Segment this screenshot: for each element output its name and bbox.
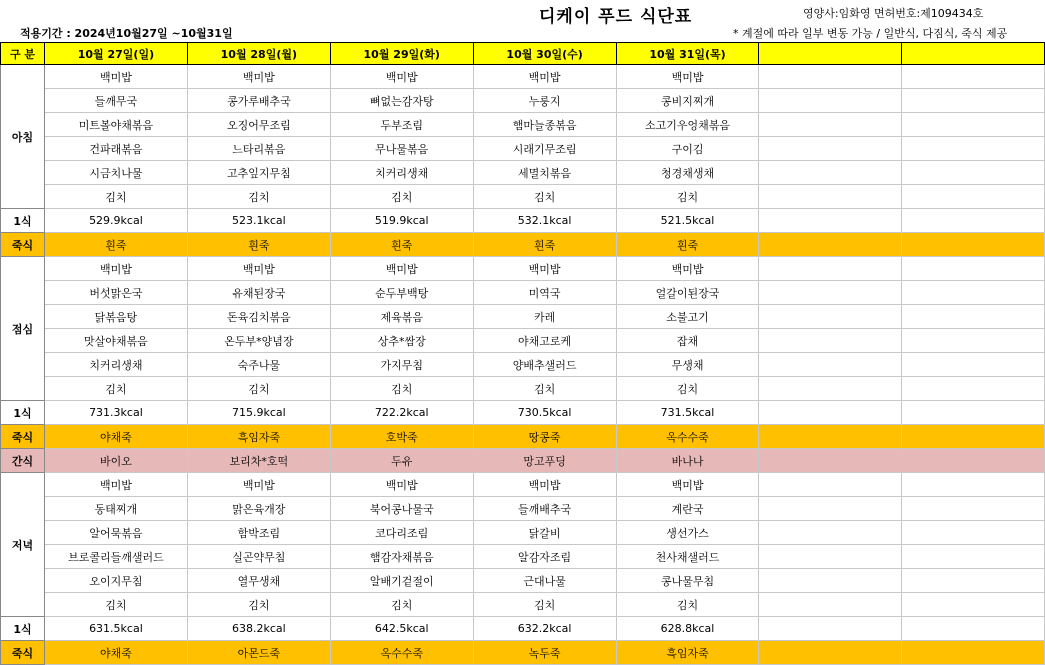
menu-cell: 브로콜리들깨샐러드 [44,545,187,569]
dinner-row [1,473,1045,497]
empty-cell [902,521,1045,545]
menu-cell: 소고기우엉채볶음 [616,113,759,137]
dinner-row [1,545,1045,569]
porridge-cell: 옥수수죽 [330,641,473,665]
kcal-cell: 631.5kcal [44,617,187,641]
kcal-label: 1식 [1,401,45,425]
menu-cell: 버섯맑은국 [44,281,187,305]
menu-cell: 백미밥 [330,65,473,89]
menu-cell: 오이지무침 [44,569,187,593]
empty-cell [902,281,1045,305]
snack-label: 간식 [1,449,45,473]
empty-cell [759,593,902,617]
menu-cell: 치커리생채 [330,161,473,185]
empty-cell [759,329,902,353]
menu-cell: 구이김 [616,137,759,161]
menu-cell: 코다리조림 [330,521,473,545]
menu-cell: 김치 [616,593,759,617]
menu-cell: 순두부백탕 [330,281,473,305]
breakfast-porridge-row [1,233,1045,257]
menu-cell: 콩비지찌개 [616,89,759,113]
kcal-cell: 521.5kcal [616,209,759,233]
menu-cell: 무나물볶음 [330,137,473,161]
menu-cell: 잡채 [616,329,759,353]
menu-cell: 건파래볶음 [44,137,187,161]
empty-cell [759,641,902,665]
menu-cell: 근대나물 [473,569,616,593]
corner-header: 구 분 [1,43,45,65]
menu-cell: 김치 [44,377,187,401]
menu-cell: 야채고로케 [473,329,616,353]
porridge-cell: 야채죽 [44,425,187,449]
breakfast-row [1,161,1045,185]
empty-cell [902,353,1045,377]
porridge-label: 죽식 [1,425,45,449]
menu-cell: 김치 [616,377,759,401]
empty-cell [902,185,1045,209]
lunch-porridge-row [1,425,1045,449]
empty-cell [759,233,902,257]
menu-cell: 누룽지 [473,89,616,113]
menu-cell: 백미밥 [473,257,616,281]
menu-cell: 시래기무조림 [473,137,616,161]
day-header: 10월 28일(월) [187,43,330,65]
porridge-cell: 아몬드죽 [187,641,330,665]
lunch-row [1,257,1045,281]
menu-cell: 백미밥 [187,473,330,497]
menu-cell: 청경채생채 [616,161,759,185]
empty-cell [902,377,1045,401]
snack-row [1,449,1045,473]
menu-cell: 함박조림 [187,521,330,545]
menu-cell: 김치 [616,185,759,209]
breakfast-row [1,185,1045,209]
dinner-kcal-row [1,617,1045,641]
porridge-cell: 흰죽 [44,233,187,257]
empty-cell [759,185,902,209]
empty-cell [902,593,1045,617]
empty-cell [902,617,1045,641]
menu-cell: 맑은육개장 [187,497,330,521]
empty-cell [902,113,1045,137]
breakfast-row [1,65,1045,89]
menu-cell: 백미밥 [330,257,473,281]
page-title: 디케이 푸드 식단표 [539,7,693,27]
empty-cell [759,521,902,545]
empty-cell [759,281,902,305]
empty-header [759,43,902,65]
kcal-cell: 523.1kcal [187,209,330,233]
breakfast-row [1,137,1045,161]
day-header: 10월 29일(화) [330,43,473,65]
menu-cell: 백미밥 [616,257,759,281]
porridge-label: 죽식 [1,233,45,257]
empty-cell [759,353,902,377]
menu-cell: 치커리생채 [44,353,187,377]
apply-period: 적용기간 : 2024년10월27일 ~10월31일 [20,27,233,40]
kcal-cell: 632.2kcal [473,617,616,641]
menu-cell: 돈육김치볶음 [187,305,330,329]
kcal-cell: 731.3kcal [44,401,187,425]
empty-header [902,43,1045,65]
empty-cell [902,497,1045,521]
table-header-row [1,43,1045,65]
menu-cell: 계란국 [616,497,759,521]
empty-cell [759,473,902,497]
snack-cell: 두유 [330,449,473,473]
porridge-cell: 호박죽 [330,425,473,449]
porridge-cell: 흰죽 [187,233,330,257]
empty-cell [902,569,1045,593]
menu-cell: 맛살야채볶음 [44,329,187,353]
porridge-cell: 흰죽 [330,233,473,257]
lunch-row [1,329,1045,353]
menu-cell: 들깨배추국 [473,497,616,521]
menu-cell: 김치 [187,593,330,617]
empty-cell [902,329,1045,353]
empty-cell [902,449,1045,473]
menu-cell: 동태찌개 [44,497,187,521]
empty-cell [759,377,902,401]
kcal-cell: 642.5kcal [330,617,473,641]
kcal-cell: 529.9kcal [44,209,187,233]
snack-cell: 바나나 [616,449,759,473]
menu-cell: 김치 [330,185,473,209]
empty-cell [902,233,1045,257]
snack-cell: 망고푸딩 [473,449,616,473]
day-header: 10월 27일(일) [44,43,187,65]
menu-cell: 김치 [44,593,187,617]
menu-cell: 닭볶음탕 [44,305,187,329]
menu-cell: 숙주나물 [187,353,330,377]
empty-cell [902,209,1045,233]
menu-cell: 백미밥 [44,257,187,281]
breakfast-row [1,113,1045,137]
menu-cell: 느타리볶음 [187,137,330,161]
empty-cell [902,425,1045,449]
breakfast-kcal-row [1,209,1045,233]
menu-cell: 열무생채 [187,569,330,593]
breakfast-row [1,89,1045,113]
day-header: 10월 30일(수) [473,43,616,65]
empty-cell [759,257,902,281]
porridge-label: 죽식 [1,641,45,665]
menu-cell: 온두부*양념장 [187,329,330,353]
menu-cell: 햄마늘종볶음 [473,113,616,137]
menu-cell: 백미밥 [187,257,330,281]
kcal-cell: 638.2kcal [187,617,330,641]
menu-cell: 김치 [187,185,330,209]
breakfast-label: 아침 [1,65,45,209]
lunch-label: 점심 [1,257,45,401]
menu-cell: 콩가루배추국 [187,89,330,113]
menu-cell: 오징어무조림 [187,113,330,137]
empty-cell [759,569,902,593]
kcal-cell: 722.2kcal [330,401,473,425]
porridge-cell: 옥수수죽 [616,425,759,449]
empty-cell [902,545,1045,569]
menu-cell: 양배추샐러드 [473,353,616,377]
dinner-row [1,497,1045,521]
menu-cell: 백미밥 [187,65,330,89]
menu-cell: 무생채 [616,353,759,377]
menu-cell: 카레 [473,305,616,329]
porridge-cell: 녹두죽 [473,641,616,665]
empty-cell [759,545,902,569]
empty-cell [759,425,902,449]
menu-table [0,42,1045,665]
dietitian-info: 영양사:임화영 면허번호:제109434호 [803,7,984,20]
menu-cell: 김치 [330,377,473,401]
empty-cell [902,257,1045,281]
menu-cell: 김치 [187,377,330,401]
empty-cell [902,473,1045,497]
empty-cell [759,401,902,425]
empty-cell [902,401,1045,425]
dinner-row [1,521,1045,545]
menu-cell: 소불고기 [616,305,759,329]
menu-cell: 들깨무국 [44,89,187,113]
menu-cell: 미트볼야채볶음 [44,113,187,137]
porridge-cell: 흑임자죽 [616,641,759,665]
porridge-cell: 땅콩죽 [473,425,616,449]
lunch-row [1,377,1045,401]
menu-cell: 미역국 [473,281,616,305]
menu-cell: 김치 [330,593,473,617]
empty-cell [759,449,902,473]
menu-cell: 유채된장국 [187,281,330,305]
empty-cell [759,497,902,521]
menu-cell: 김치 [473,377,616,401]
dinner-row [1,569,1045,593]
kcal-cell: 532.1kcal [473,209,616,233]
snack-cell: 보리차*호떡 [187,449,330,473]
empty-cell [902,89,1045,113]
dinner-porridge-row [1,641,1045,665]
empty-cell [759,209,902,233]
menu-cell: 햄감자채볶음 [330,545,473,569]
menu-cell: 얼갈이된장국 [616,281,759,305]
day-header: 10월 31일(목) [616,43,759,65]
menu-cell: 알배기겉절이 [330,569,473,593]
lunch-row [1,305,1045,329]
menu-cell: 상추*쌈장 [330,329,473,353]
menu-cell: 백미밥 [330,473,473,497]
menu-cell: 뼈없는감자탕 [330,89,473,113]
menu-cell: 생선가스 [616,521,759,545]
empty-cell [759,113,902,137]
menu-cell: 백미밥 [44,473,187,497]
kcal-cell: 519.9kcal [330,209,473,233]
menu-cell: 두부조림 [330,113,473,137]
menu-cell: 백미밥 [616,65,759,89]
porridge-cell: 흰죽 [473,233,616,257]
menu-cell: 김치 [44,185,187,209]
empty-cell [759,161,902,185]
kcal-cell: 731.5kcal [616,401,759,425]
menu-cell: 알감자조림 [473,545,616,569]
empty-cell [902,137,1045,161]
porridge-cell: 야채죽 [44,641,187,665]
menu-cell: 백미밥 [44,65,187,89]
lunch-row [1,353,1045,377]
dinner-label: 저녁 [1,473,45,617]
porridge-cell: 흑임자죽 [187,425,330,449]
menu-cell: 김치 [473,185,616,209]
menu-cell: 알어묵볶음 [44,521,187,545]
kcal-cell: 628.8kcal [616,617,759,641]
kcal-cell: 730.5kcal [473,401,616,425]
lunch-kcal-row [1,401,1045,425]
dinner-row [1,593,1045,617]
menu-cell: 고추잎지무침 [187,161,330,185]
porridge-cell: 흰죽 [616,233,759,257]
empty-cell [902,641,1045,665]
kcal-label: 1식 [1,209,45,233]
menu-cell: 김치 [473,593,616,617]
empty-cell [759,65,902,89]
menu-cell: 백미밥 [616,473,759,497]
snack-cell: 바이오 [44,449,187,473]
menu-cell: 백미밥 [473,65,616,89]
empty-cell [902,305,1045,329]
menu-cell: 백미밥 [473,473,616,497]
menu-cell: 제육볶음 [330,305,473,329]
empty-cell [759,305,902,329]
menu-cell: 세멸치볶음 [473,161,616,185]
menu-cell: 북어콩나물국 [330,497,473,521]
menu-cell: 천사채샐러드 [616,545,759,569]
kcal-label: 1식 [1,617,45,641]
empty-cell [759,89,902,113]
empty-cell [759,137,902,161]
empty-cell [902,65,1045,89]
menu-cell: 가지무침 [330,353,473,377]
menu-cell: 닭갈비 [473,521,616,545]
menu-cell: 콩나물무침 [616,569,759,593]
menu-note: * 계절에 따라 일부 변동 가능 / 일반식, 다짐식, 죽식 제공 [733,27,1008,40]
empty-cell [759,617,902,641]
menu-cell: 시금치나물 [44,161,187,185]
kcal-cell: 715.9kcal [187,401,330,425]
empty-cell [902,161,1045,185]
lunch-row [1,281,1045,305]
menu-cell: 실곤약무침 [187,545,330,569]
